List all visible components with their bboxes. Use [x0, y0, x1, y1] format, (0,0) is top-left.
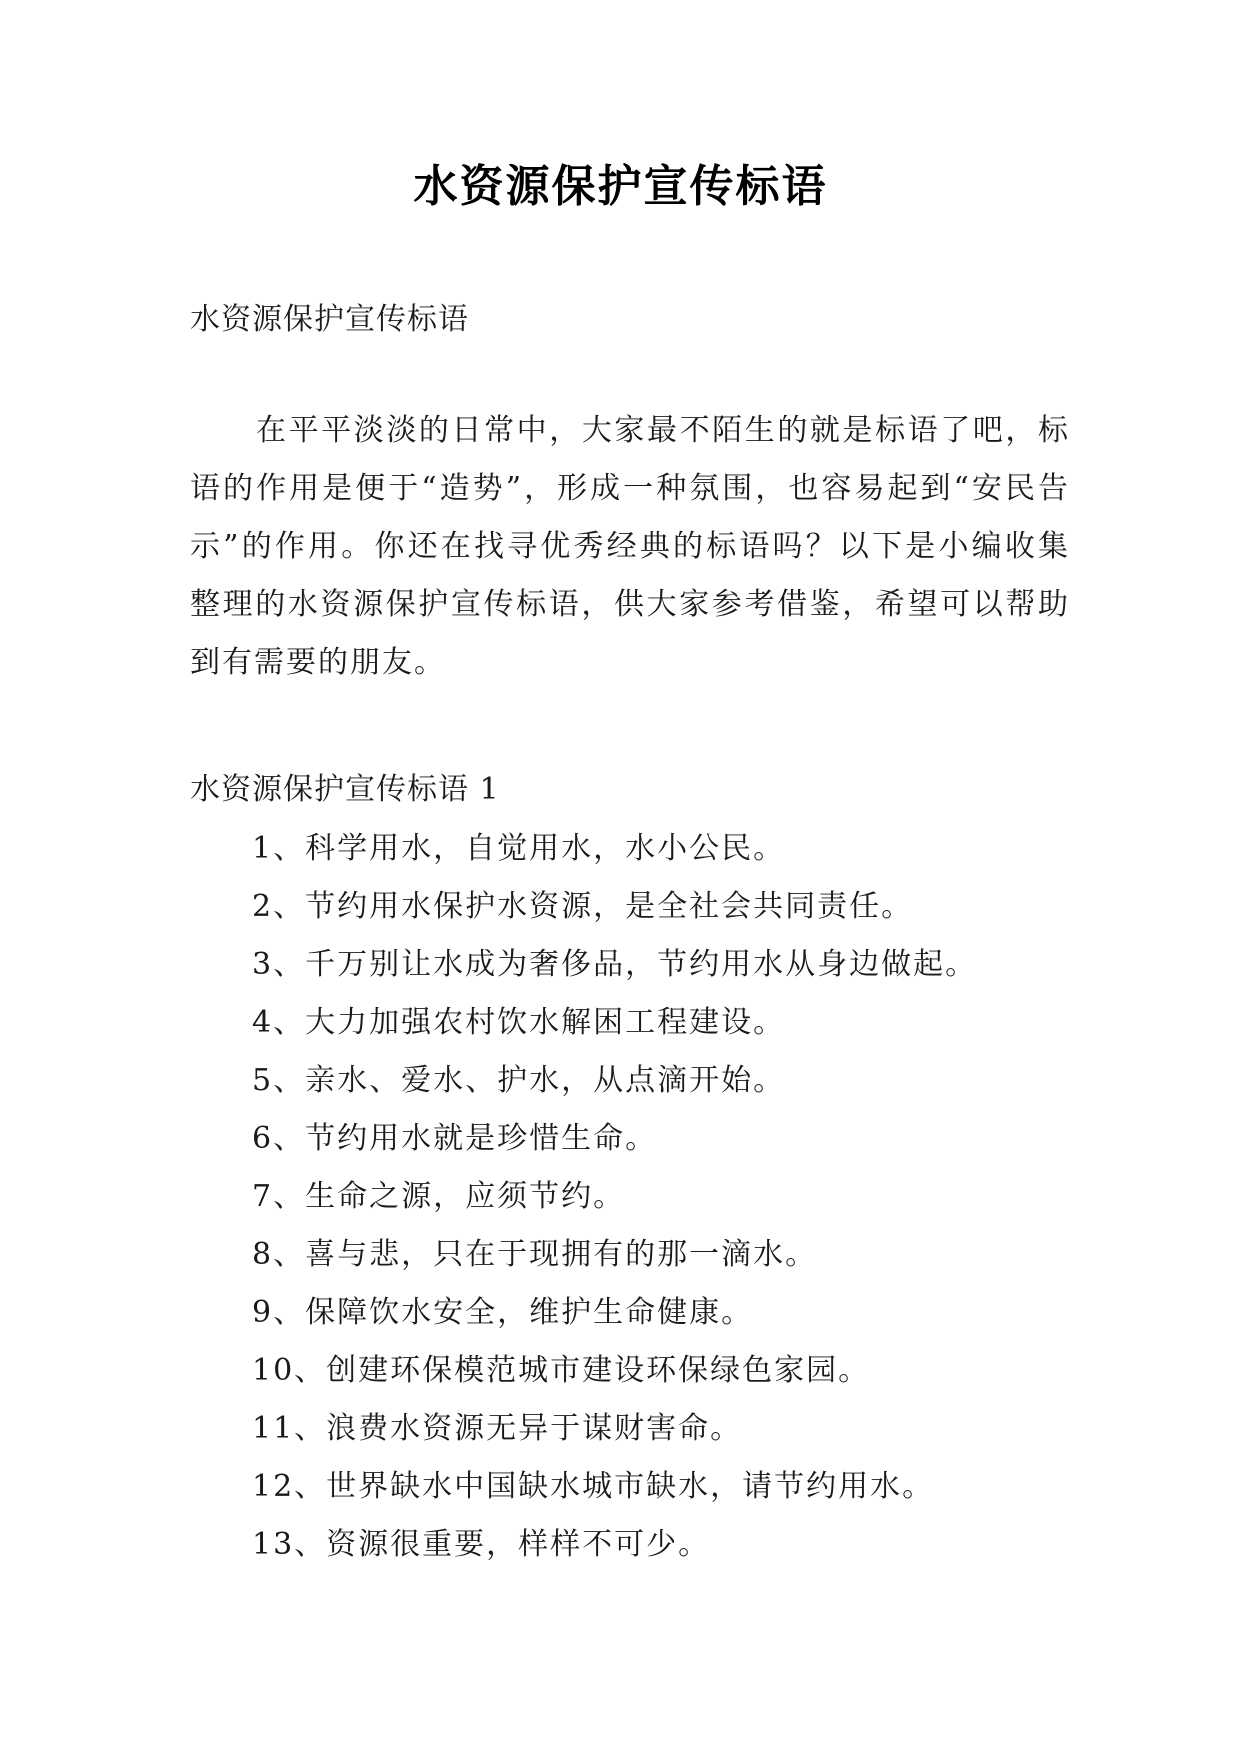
- slogan-item: 2、节约用水保护水资源，是全社会共同责任。: [252, 889, 914, 924]
- slogan-item: 5、亲水、爱水、护水，从点滴开始。: [252, 1063, 786, 1098]
- slogan-item: 11、浪费水资源无异于谋财害命。: [252, 1411, 743, 1446]
- page-title: 水资源保护宣传标语: [413, 161, 828, 212]
- slogan-item: 7、生命之源，应须节约。: [252, 1179, 626, 1214]
- slogan-item: 10、创建环保模范城市建设环保绿色家园。: [252, 1353, 871, 1388]
- slogan-item: 3、千万别让水成为奢侈品，节约用水从身边做起。: [252, 947, 978, 982]
- intro-paragraph: 在平平淡淡的日常中，大家最不陌生的就是标语了吧，标语的作用是便于“造势”，形成一种氛围，也容易起到“安民告示”的作用。你还在找寻优秀经典的标语吗？以下是小编收集整理的水资源保护宣传标语，供大家参考借鉴，希望可以帮助到有需要的朋友。: [190, 413, 1070, 680]
- slogan-item: 4、大力加强农村饮水解困工程建设。: [252, 1005, 786, 1040]
- document-subtitle: 水资源保护宣传标语: [190, 302, 469, 337]
- slogan-item: 12、世界缺水中国缺水城市缺水，请节约用水。: [252, 1469, 935, 1504]
- slogan-item: 9、保障饮水安全，维护生命健康。: [252, 1295, 754, 1330]
- slogan-list: [252, 820, 977, 1574]
- slogan-item: 1、科学用水，自觉用水，水小公民。: [252, 831, 786, 866]
- slogan-item: 13、资源很重要，样样不可少。: [252, 1527, 711, 1562]
- slogan-item: 6、节约用水就是珍惜生命。: [252, 1121, 658, 1156]
- section-heading: 水资源保护宣传标语 1: [190, 772, 500, 807]
- slogan-item: 8、喜与悲，只在于现拥有的那一滴水。: [252, 1237, 818, 1272]
